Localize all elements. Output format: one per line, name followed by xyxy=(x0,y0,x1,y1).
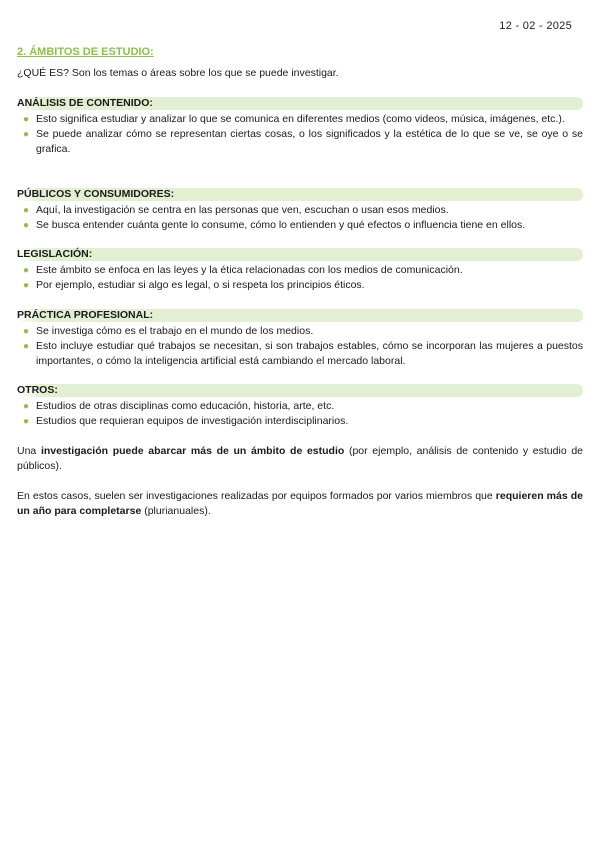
list-item: ● Se puede analizar cómo se representan ciertas cosas, o los significados y la estética de lo que se ve, se oye o se grafica. xyxy=(23,128,583,155)
bullet-list xyxy=(17,399,583,429)
bullet-icon: ● xyxy=(23,114,30,125)
bullet-list xyxy=(17,263,583,293)
paragraph-equipos: En estos casos, suelen ser investigaciones realizadas por equipos formados por varios miembros que requieren más de un año para completarse (plurianuales). xyxy=(17,490,584,517)
bullet-icon: ● xyxy=(23,280,30,291)
bullet-list xyxy=(17,203,583,233)
list-item: ● Estudios que requieran equipos de investigación interdisciplinarios. xyxy=(23,415,349,427)
list-item: ● Estudios de otras disciplinas como educación, historia, arte, etc. xyxy=(23,400,335,412)
block-heading: PÚBLICOS Y CONSUMIDORES: xyxy=(17,188,583,201)
block-heading: LEGISLACIÓN: xyxy=(17,248,583,261)
section-title: 2. ÁMBITOS DE ESTUDIO: xyxy=(17,46,154,58)
bullet-icon: ● xyxy=(23,220,30,231)
block-legislacion xyxy=(17,248,583,293)
intro-text: ¿QUÉ ES? Son los temas o áreas sobre los que se puede investigar. xyxy=(17,67,339,79)
list-item: ● Se busca entender cuánta gente lo consume, cómo lo entienden y qué efectos o influencia tiene en ellos. xyxy=(23,219,526,231)
list-item: ● Por ejemplo, estudiar si algo es legal, o si respeta los principios éticos. xyxy=(23,279,365,291)
bullet-icon: ● xyxy=(23,341,30,352)
list-item: ● Se investiga cómo es el trabajo en el mundo de los medios. xyxy=(23,325,314,337)
bullet-list xyxy=(17,324,583,369)
bullet-icon: ● xyxy=(23,326,30,337)
block-heading: OTROS: xyxy=(17,384,583,397)
bullet-icon: ● xyxy=(23,416,30,427)
bullet-icon: ● xyxy=(23,265,30,276)
bullet-icon: ● xyxy=(23,401,30,412)
paragraph-abarcar: Una investigación puede abarcar más de un ámbito de estudio (por ejemplo, análisis de contenido y estudio de públicos). xyxy=(17,445,583,472)
document-date: 12 - 02 - 2025 xyxy=(499,20,572,32)
bullet-icon: ● xyxy=(23,129,30,140)
block-heading: ANÁLISIS DE CONTENIDO: xyxy=(17,97,583,110)
block-otros xyxy=(17,384,583,429)
block-publicos xyxy=(17,188,583,233)
list-item: ● Esto significa estudiar y analizar lo que se comunica en diferentes medios (como videos, música, imágenes, etc.). xyxy=(23,113,565,125)
list-item: ● Aquí, la investigación se centra en las personas que ven, escuchan o usan esos medios. xyxy=(23,204,449,216)
block-heading: PRÁCTICA PROFESIONAL: xyxy=(17,309,583,322)
list-item: ● Esto incluye estudiar qué trabajos se necesitan, si son trabajos estables, cómo se incorporan las mujeres a puestos importantes, o cómo la inteligencia artificial está cambiando el mercado laboral. xyxy=(23,340,583,367)
block-practica-profesional xyxy=(17,309,583,369)
bullet-list xyxy=(17,112,583,157)
block-analisis-contenido xyxy=(17,97,583,157)
bullet-icon: ● xyxy=(23,205,30,216)
list-item: ● Este ámbito se enfoca en las leyes y la ética relacionadas con los medios de comunicación. xyxy=(23,264,463,276)
